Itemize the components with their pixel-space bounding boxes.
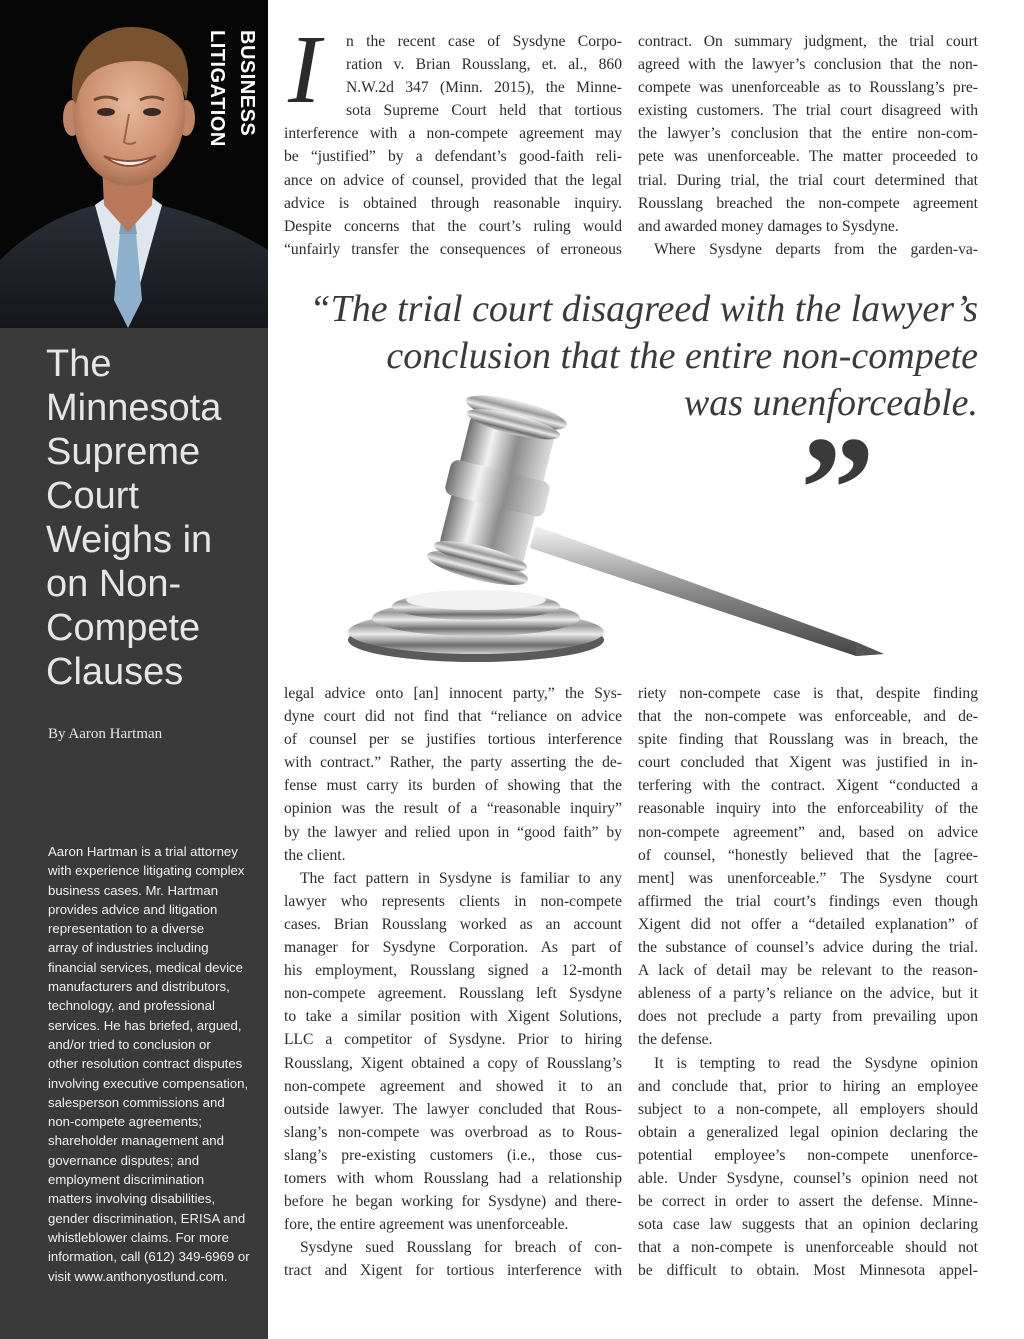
title-line: Clauses bbox=[46, 651, 184, 693]
text-line: slang’s pre-existing customers (i.e., those cus- bbox=[284, 1146, 622, 1164]
text-line: outside lawyer. The lawyer concluded that Rous- bbox=[284, 1100, 622, 1118]
text-line: his employment, Rousslang signed a 12-month bbox=[284, 962, 622, 980]
title-line: Supreme bbox=[46, 431, 201, 473]
title-line: Minnesota bbox=[46, 387, 222, 429]
article-title bbox=[46, 342, 256, 694]
pull-quote-line: “The trial court disagreed with the lawyer’s bbox=[309, 288, 978, 330]
text-line: fense must carry its burden of showing that the bbox=[284, 777, 622, 795]
text-line: of counsel, “honestly believed that the [agree- bbox=[638, 846, 978, 864]
text-line: N.W.2d 347 (Minn. 2015), the Minne- bbox=[346, 79, 622, 97]
text-line: non-compete agreement” and, based on advice bbox=[638, 823, 978, 841]
text-line: riety non-compete case is that, despite finding bbox=[638, 685, 978, 702]
bio-line: representation to a diverse bbox=[48, 921, 205, 937]
text-line: and conclude that, prior to hiring an employee bbox=[638, 1077, 978, 1095]
bio-line: and/or tried to conclusion or bbox=[48, 1036, 211, 1052]
text-line: ance on advice of counsel, provided that the legal bbox=[284, 171, 622, 189]
closing-quote-mark: ” bbox=[800, 406, 875, 572]
text-line: the defense. bbox=[638, 1031, 713, 1049]
bio-line: technology, and professional bbox=[48, 998, 215, 1014]
bio-line: whistleblower claims. For more bbox=[48, 1229, 230, 1245]
title-line: Compete bbox=[46, 607, 201, 649]
text-line: to take a similar position with Xigent Solutions, bbox=[284, 1008, 622, 1026]
bio-line: governance disputes; and bbox=[48, 1152, 200, 1168]
bio-line: involving executive compensation, bbox=[48, 1075, 249, 1091]
text-line: does not preclude a party from prevailing upon bbox=[638, 1008, 978, 1026]
text-line: ableness of a party’s reliance on the advice, but it bbox=[638, 985, 978, 1003]
text-line: potential employee’s non-compete unenforce- bbox=[638, 1146, 978, 1164]
text-line: advice is obtained through reasonable inquiry. bbox=[284, 194, 622, 212]
author-sidebar bbox=[0, 0, 268, 1339]
title-line: on Non- bbox=[46, 563, 182, 605]
text-line: be correct in order to assert the defense. Minne- bbox=[638, 1193, 978, 1211]
bio-line: array of industries including bbox=[48, 940, 209, 956]
text-line: be difficult to obtain. Most Minnesota appel- bbox=[638, 1262, 978, 1280]
bio-line: other resolution contract disputes bbox=[48, 1056, 243, 1072]
text-line: the substance of counsel’s advice during the trial. bbox=[638, 939, 978, 957]
bio-line: non-compete agreements; bbox=[48, 1114, 202, 1130]
drop-cap: I bbox=[288, 16, 321, 124]
bio-line: employment discrimination bbox=[48, 1172, 205, 1188]
text-line: affirmed the trial court’s findings even though bbox=[638, 892, 978, 910]
bio-line: services. He has briefed, argued, bbox=[48, 1017, 242, 1033]
text-line: n the recent case of Sysdyne Corpo- bbox=[346, 33, 622, 50]
text-line: non-compete agreement. Rousslang left Sysdyne bbox=[284, 985, 622, 1003]
bio-line: provides advice and litigation bbox=[48, 901, 218, 917]
article-column-4 bbox=[638, 682, 978, 1282]
bio-line: matters involving disabilities, bbox=[48, 1191, 216, 1207]
article-column-2 bbox=[638, 30, 978, 261]
text-line: contract. On summary judgment, the trial court bbox=[638, 33, 978, 50]
text-line: tomers with whom Rousslang had a relationship bbox=[284, 1169, 622, 1187]
text-line: able. Under Sysdyne, counsel’s opinion need not bbox=[638, 1169, 978, 1187]
bio-line: shareholder management and bbox=[48, 1133, 224, 1149]
article-column-1 bbox=[284, 30, 622, 261]
text-line: opinion was the result of a “reasonable inquiry” bbox=[284, 800, 622, 818]
text-line: “unfairly transfer the consequences of erroneous bbox=[284, 240, 622, 258]
text-line: spite finding that Rousslang was in breach, the bbox=[638, 731, 978, 749]
byline: By Aaron Hartman bbox=[48, 726, 163, 742]
section-tag: BUSINESS LITIGATION bbox=[206, 30, 258, 147]
text-line: slang’s non-compete was overbroad as to Rous- bbox=[284, 1123, 622, 1141]
text-line: A lack of detail may be relevant to the reason- bbox=[638, 962, 978, 980]
text-line: legal advice onto [an] innocent party,” the Sys- bbox=[284, 685, 622, 702]
bio-line: information, call (612) 349-6969 or bbox=[48, 1249, 250, 1265]
pull-quote-line: conclusion that the entire non-compete bbox=[386, 335, 978, 377]
text-line: ment] was unenforceable.” The Sysdyne court bbox=[638, 869, 978, 887]
text-line: non-compete agreement and showed it to an bbox=[284, 1077, 622, 1095]
text-line: with contract.” Rather, the party asserting the de- bbox=[284, 754, 622, 772]
text-line: compete was unenforceable as to Rousslang’s pre- bbox=[638, 79, 978, 97]
text-line: lawyer who represents clients in non-compete bbox=[284, 892, 622, 910]
text-line: Despite concerns that the court’s ruling would bbox=[284, 217, 622, 235]
text-line: cases. Brian Rousslang worked as an account bbox=[284, 915, 622, 933]
title-line: Court bbox=[46, 475, 139, 517]
text-line: reasonable inquiry into the enforceability of the bbox=[638, 800, 978, 818]
text-line: terfering with the contract. Xigent “conducted a bbox=[638, 777, 978, 795]
text-line: and awarded money damages to Sysdyne. bbox=[638, 217, 899, 235]
text-line: that a non-compete is unenforceable should not bbox=[638, 1239, 978, 1257]
text-line: Rousslang breached the non-compete agreement bbox=[638, 194, 978, 212]
text-line: sota case law suggests that an opinion declaring bbox=[638, 1216, 978, 1234]
pull-quote-line: was unenforceable. bbox=[683, 382, 978, 424]
text-line: fore, the entire agreement was unenforceable. bbox=[284, 1216, 569, 1234]
article-column-3 bbox=[284, 682, 622, 1282]
text-line: tract and Xigent for tortious interference with bbox=[284, 1262, 622, 1280]
text-line: dyne court did not find that “reliance on advice bbox=[284, 708, 622, 726]
text-line: by the lawyer and relied upon in “good faith” by bbox=[284, 823, 622, 841]
bio-line: salesperson commissions and bbox=[48, 1094, 225, 1110]
text-line: court concluded that Xigent was justified in in- bbox=[638, 754, 978, 772]
text-line: The fact pattern in Sysdyne is familiar to any bbox=[300, 869, 622, 887]
text-line: that the non-compete was enforceable, and de- bbox=[638, 708, 978, 726]
text-line: sota Supreme Court held that tortious bbox=[346, 102, 622, 120]
text-line: Sysdyne sued Rousslang for breach of con- bbox=[300, 1239, 622, 1257]
text-line: existing customers. The trial court disagreed with bbox=[638, 102, 978, 120]
title-line: Weighs in bbox=[46, 519, 213, 561]
text-line: agreed with the lawyer’s conclusion that the non- bbox=[638, 56, 978, 74]
bio-line: financial services, medical device bbox=[48, 959, 243, 975]
text-line: the client. bbox=[284, 846, 346, 864]
text-line: trial. During trial, the trial court determined that bbox=[638, 171, 978, 189]
text-line: pete was unenforceable. The matter proceeded to bbox=[638, 148, 978, 166]
bio-line: Aaron Hartman is a trial attorney bbox=[48, 844, 238, 859]
text-line: Rousslang, Xigent obtained a copy of Rousslang’s bbox=[284, 1054, 622, 1072]
text-line: Where Sysdyne departs from the garden-va- bbox=[654, 240, 978, 258]
bio-line: with experience litigating complex bbox=[48, 863, 245, 879]
text-line: the lawyer’s conclusion that the entire non-com- bbox=[638, 125, 978, 143]
bio-line: manufacturers and distributors, bbox=[48, 979, 230, 995]
text-line: Xigent did not offer a “detailed explanation” of bbox=[638, 915, 978, 933]
text-line: LLC a competitor of Sysdyne. Prior to hiring bbox=[284, 1031, 622, 1049]
text-line: It is tempting to read the Sysdyne opinion bbox=[654, 1054, 978, 1072]
title-line: The bbox=[46, 343, 112, 385]
text-line: be “justified” by a defendant’s good-faith reli- bbox=[284, 148, 622, 166]
bio-line: business cases. Mr. Hartman bbox=[48, 882, 219, 898]
text-line: of counsel per se justifies tortious interference bbox=[284, 731, 622, 749]
text-line: obtain a generalized legal opinion declaring the bbox=[638, 1123, 978, 1141]
text-line: manager for Sysdyne Corporation. As part of bbox=[284, 939, 622, 957]
author-bio bbox=[48, 842, 262, 1286]
bio-line: visit www.anthonyostlund.com. bbox=[48, 1268, 228, 1284]
text-line: subject to a non-compete, all employers should bbox=[638, 1100, 978, 1118]
bio-line: gender discrimination, ERISA and bbox=[48, 1210, 246, 1226]
text-line: before he began working for Sysdyne) and there- bbox=[284, 1193, 622, 1211]
text-line: interference with a non-compete agreement may bbox=[284, 125, 622, 143]
text-line: ration v. Brian Rousslang, et. al., 860 bbox=[346, 56, 622, 74]
